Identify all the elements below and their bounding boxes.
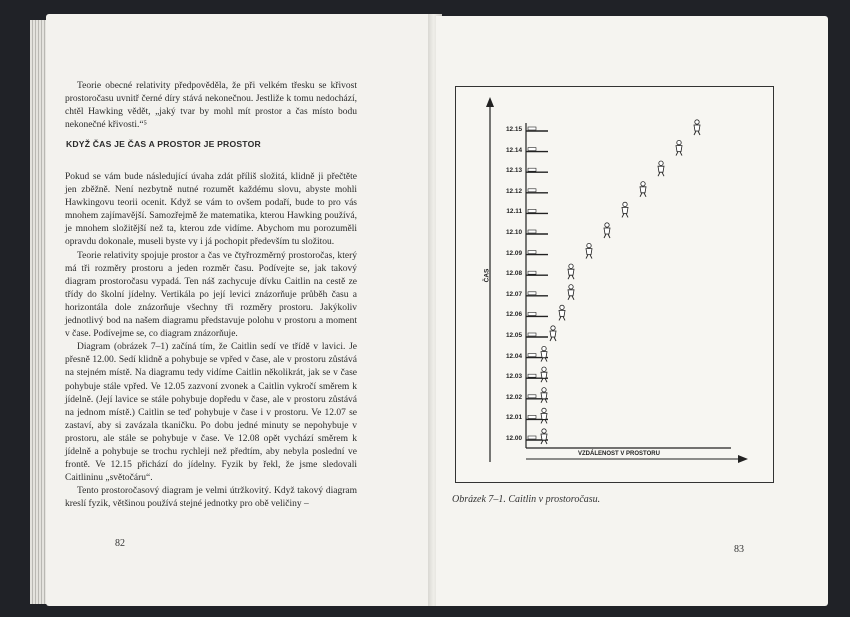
caitlin-figure [694, 120, 700, 135]
caitlin-figure [541, 408, 547, 423]
caitlin-figure [568, 264, 574, 279]
desk-mark [528, 354, 536, 357]
y-tick-label: 12.05 [506, 332, 522, 339]
caitlin-figure [541, 346, 547, 361]
paragraph-3: Teorie relativity spojuje prostor a čas ve čtyřrozměrný prostoročas, který má tři rozměry prostoru a jeden rozměr času. Podívejte se, jak takový diagram prostoročasu vypadá. Ten náš zachycuje dívku Caitlin na cestě ze třídy do školní jídelny. Vertikála po její levici znázorňuje průběh času a horizontála dole znázorňuje všechny tři rozměry prostoru. Jakýkoliv jednotlivý bod na našem diagramu představuje polohu v prostoru a moment v čase. Podívejme se, co diagram znázorňuje. [65, 250, 357, 340]
y-tick-label: 12.10 [506, 229, 522, 236]
desk-mark [528, 127, 536, 130]
caitlin-figure [568, 285, 574, 300]
y-tick-label: 12.13 [506, 167, 522, 175]
right-page-content [436, 16, 828, 606]
caitlin-figure [541, 367, 547, 382]
caitlin-figure [604, 223, 610, 238]
caitlin-figure [676, 140, 682, 155]
desk-mark [528, 395, 536, 398]
y-tick-label: 12.07 [506, 290, 522, 298]
figure-caption: Obrázek 7–1. Caitlin v prostoročasu. [452, 494, 601, 505]
y-tick-label: 12.00 [506, 435, 522, 442]
page-number-right: 83 [734, 544, 744, 555]
y-axis-label: ČAS [483, 268, 491, 283]
caitlin-figure [559, 305, 565, 320]
y-tick-label: 12.04 [506, 352, 522, 360]
paragraph-4: Diagram (obrázek 7–1) začíná tím, že Caitlin sedí ve třídě v lavici. Je přesně 12.00. Sedí klidně a pohybuje se vpřed v čase, ale v prostoru zůstává na stejném místě. Na diagramu tedy vidíme Caitlin několikrát, jak se v čase pohybuje stále vpřed. Ve 12.05 zazvoní zvonek a Caitlin vykročí směrem k jídelně. (Její lavice se stále pohybuje dopředu v čase, ale v prostoru zůstává na jednom místě.) Caitlin se teď pohybuje v čase i v prostoru. Ve 12.07 se zastaví, aby si zavázala tkaničku. Po dobu jedné minuty se nepohybuje v prostoru, ale stále se pohybuje v čase. Ve 12.08 opět vychází směrem k jídelně a pohybuje se trochu rychleji než předtím, aby nebyla poslední ve frontě. Ve 12.15 přichází do jídelny. Fyzik by řekl, že jsme sledovali Caitlininu „světočáru“. [65, 342, 357, 484]
desk-mark [528, 230, 536, 233]
x-axis-label: VZDÁLENOST V PROSTORU [578, 451, 660, 457]
paragraph-5: Tento prostoročasový diagram je velmi útržkovitý. Když takový diagram kreslí fyzik, většinou používá stejné jednotky pro obě veličiny – [65, 486, 357, 510]
y-tick-label: 12.09 [506, 249, 522, 257]
desk-mark [528, 292, 536, 295]
desk-mark [528, 333, 536, 336]
desk-mark [528, 271, 536, 274]
caitlin-figure [541, 388, 547, 403]
caitlin-figure [658, 161, 664, 176]
caitlin-figure [640, 182, 646, 197]
desk-mark [528, 312, 536, 315]
y-tick-label: 12.03 [506, 373, 522, 381]
desk-mark [528, 209, 536, 212]
caitlin-figure [550, 326, 556, 341]
y-tick-label: 12.15 [506, 126, 522, 133]
desk-mark [528, 436, 536, 439]
desk-mark [528, 189, 536, 192]
section-body [65, 171, 357, 511]
paragraph-relativity [65, 80, 357, 132]
y-tick-label: 12.01 [506, 414, 522, 422]
caitlin-figure [622, 202, 628, 217]
figure-spacetime-diagram [455, 86, 774, 483]
y-tick-label: 12.14 [506, 146, 522, 154]
space-arrow-head [738, 455, 748, 463]
y-tick-label: 12.08 [506, 270, 522, 278]
paragraph-2: Pokud se vám bude následující úvaha zdát příliš složitá, klidně ji přečtěte jen zběžně. Není nezbytně nutné rozumět každému slovu, abyste mohli Hawkingovu teorii ocenit. Když se vám to ovšem podaří, bude to pro vás mnohem zajímavější. Samozřejmě že matematika, kterou Hawking používá, je mnohem složitější než ta, kterou zde vidíme. Abychom mu porozuměli opravdu dokonale, museli byste vy i já pochopit především tu složitou. [65, 172, 357, 248]
desk-mark [528, 415, 536, 418]
caitlin-figure [586, 243, 592, 258]
desk-mark [528, 148, 536, 151]
y-tick-label: 12.11 [506, 208, 522, 216]
page-number-left: 82 [115, 538, 125, 549]
desk-mark [528, 168, 536, 171]
paragraph-1: Teorie obecné relativity předpověděla, že při velkém třesku se křivost prostoročasu uvnitř černé díry stává nekonečnou. Jestliže k tomu nedochází, chtěl Hawking vědět, „jaký tvar by mohl mít prostor a čas místo bodu nekonečné křivosti.“⁵ [65, 81, 357, 131]
time-arrow-head [486, 97, 494, 107]
section-heading: KDYŽ ČAS JE ČAS A PROSTOR JE PROSTOR [66, 139, 261, 149]
y-tick-label: 12.06 [506, 311, 522, 319]
desk-mark [528, 374, 536, 377]
y-tick-label: 12.02 [506, 393, 522, 401]
caitlin-figure [541, 429, 547, 444]
y-tick-label: 12.12 [506, 187, 522, 195]
desk-mark [528, 251, 536, 254]
